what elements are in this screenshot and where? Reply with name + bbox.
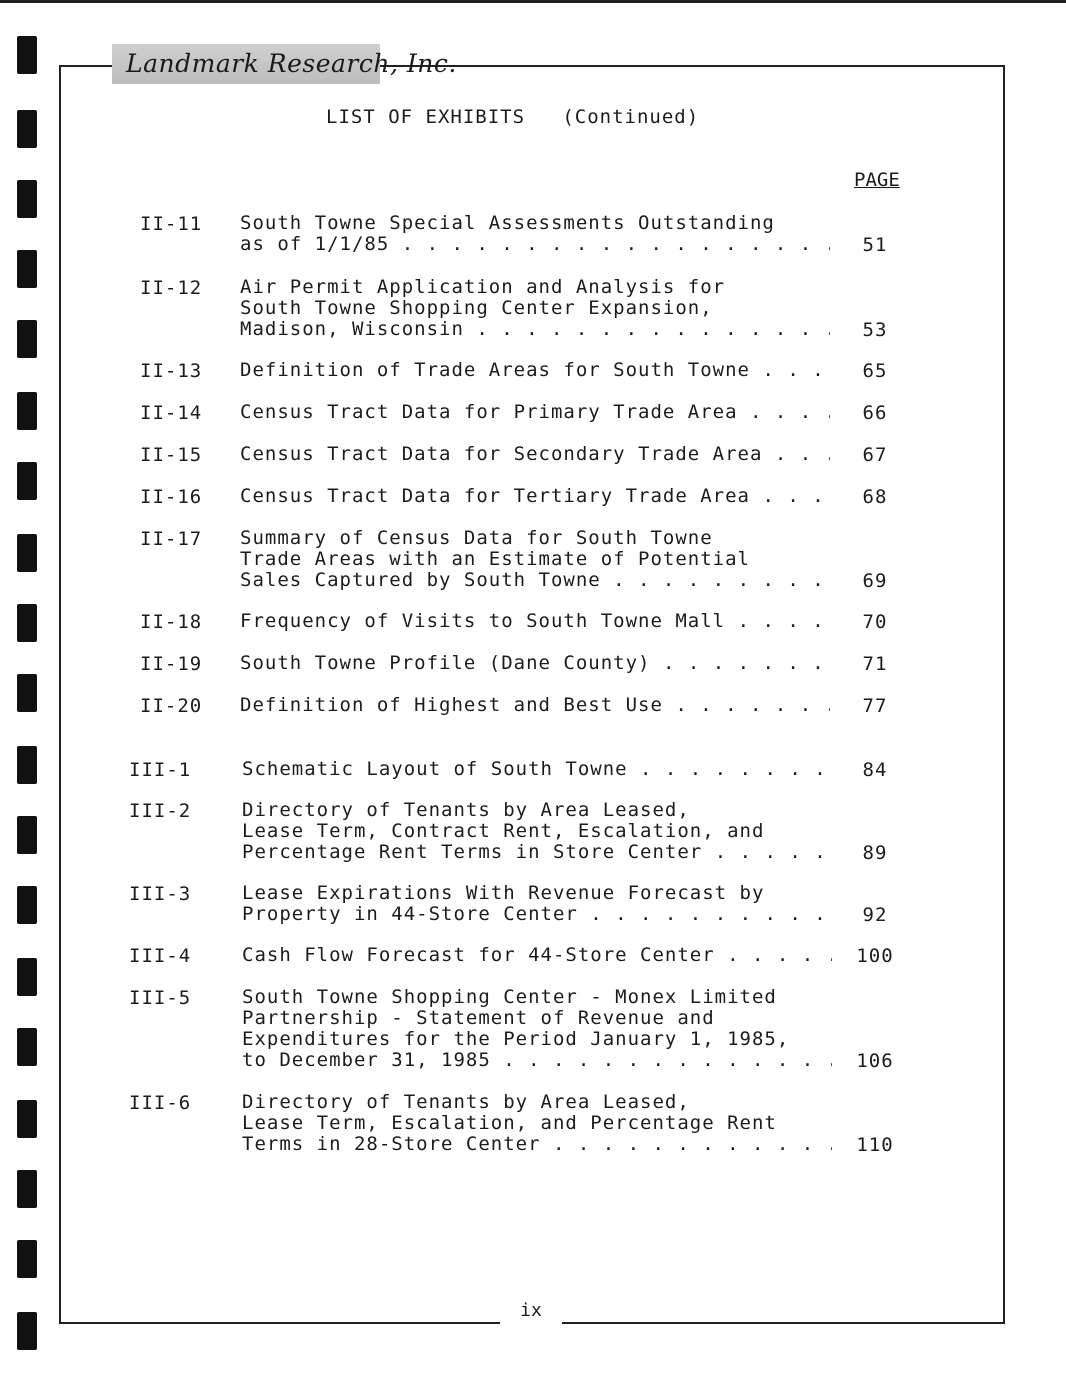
exhibit-title	[242, 987, 832, 1071]
exhibit-title-line: Census Tract Data for Primary Trade Area . . .	[240, 402, 830, 423]
exhibit-title	[240, 653, 830, 674]
binding-hole	[17, 1170, 37, 1208]
letterhead-logo	[112, 44, 457, 84]
binding-hole	[17, 604, 37, 642]
exhibit-title-line: as of 1/1/85 . . .	[240, 234, 830, 255]
exhibit-number: II-16	[140, 486, 203, 508]
binding-hole	[17, 180, 37, 218]
exhibit-title-line: South Towne Profile (Dane County) . . .	[240, 653, 830, 674]
exhibit-title-line: Expenditures for the Period January 1, 1985,	[242, 1029, 790, 1050]
binding-hole	[17, 886, 37, 924]
exhibit-title-line: South Towne Shopping Center - Monex Limited	[242, 987, 777, 1008]
exhibit-title	[242, 883, 832, 925]
binding-hole	[17, 1240, 37, 1278]
exhibit-number: III-5	[129, 987, 192, 1009]
exhibit-number: II-15	[140, 444, 203, 466]
exhibit-title	[240, 444, 830, 465]
exhibit-title-line: Property in 44-Store Center . . .	[242, 904, 832, 925]
exhibit-title-line: Census Tract Data for Secondary Trade Area . . .	[240, 444, 830, 465]
exhibit-title	[242, 1092, 832, 1155]
exhibit-title-line: South Towne Shopping Center Expansion,	[240, 298, 713, 319]
exhibit-title-line: Partnership - Statement of Revenue and	[242, 1008, 715, 1029]
exhibit-title-line: Lease Term, Contract Rent, Escalation, and	[242, 821, 765, 842]
exhibit-number: III-4	[129, 945, 192, 967]
exhibit-title	[242, 945, 832, 966]
exhibit-number: III-2	[129, 800, 192, 822]
exhibit-title-line: Air Permit Application and Analysis for	[240, 277, 726, 298]
exhibit-number: II-19	[140, 653, 203, 675]
page-column-header: PAGE	[854, 169, 900, 191]
binding-hole	[17, 250, 37, 288]
exhibit-number: II-20	[140, 695, 203, 717]
binding-holes	[17, 36, 37, 1356]
exhibit-page-number: 66	[862, 402, 888, 424]
exhibit-title-line: Frequency of Visits to South Towne Mall . . .	[240, 611, 830, 632]
exhibit-number: III-6	[129, 1092, 192, 1114]
exhibit-page-number: 84	[862, 759, 888, 781]
exhibit-title-line: South Towne Special Assessments Outstanding	[240, 213, 775, 234]
exhibit-page-number: 71	[862, 653, 888, 675]
exhibit-page-number: 70	[862, 611, 888, 633]
page-top-edge	[0, 0, 1066, 3]
exhibit-title-line: Cash Flow Forecast for 44-Store Center . . .	[242, 945, 832, 966]
exhibit-title-line: Definition of Trade Areas for South Towne . . .	[240, 360, 830, 381]
exhibit-page-number: 67	[862, 444, 888, 466]
exhibit-page-number: 65	[862, 360, 888, 382]
exhibit-title	[240, 695, 830, 716]
exhibit-title-line: Directory of Tenants by Area Leased,	[242, 1092, 690, 1113]
exhibit-number: II-11	[140, 213, 203, 235]
exhibit-title-line: Lease Term, Escalation, and Percentage Rent	[242, 1113, 777, 1134]
binding-hole	[17, 674, 37, 712]
exhibit-page-number: 51	[862, 234, 888, 256]
exhibit-number: III-3	[129, 883, 192, 905]
exhibit-title	[240, 611, 830, 632]
binding-hole	[17, 1028, 37, 1066]
binding-hole	[17, 958, 37, 996]
exhibit-title-line: Terms in 28-Store Center . . .	[242, 1134, 832, 1155]
exhibit-page-number: 77	[862, 695, 888, 717]
exhibit-title-line: Madison, Wisconsin . . .	[240, 319, 830, 340]
binding-hole	[17, 462, 37, 500]
exhibit-title	[240, 528, 830, 591]
binding-hole	[17, 816, 37, 854]
binding-hole	[17, 1100, 37, 1138]
exhibit-number: II-14	[140, 402, 203, 424]
binding-hole	[17, 1312, 37, 1350]
exhibit-page-number: 100	[856, 945, 894, 967]
company-name: Landmark Research, Inc.	[126, 49, 457, 78]
binding-hole	[17, 110, 37, 148]
exhibit-title-line: Lease Expirations With Revenue Forecast by	[242, 883, 765, 904]
exhibit-title	[242, 759, 832, 780]
page-number: ix	[520, 1300, 542, 1321]
exhibit-title	[240, 486, 830, 507]
exhibit-title-line: Directory of Tenants by Area Leased,	[242, 800, 690, 821]
exhibit-page-number: 89	[862, 842, 888, 864]
exhibit-number: II-12	[140, 277, 203, 299]
exhibit-title-line: to December 31, 1985 . . .	[242, 1050, 832, 1071]
binding-hole	[17, 392, 37, 430]
exhibit-number: II-13	[140, 360, 203, 382]
binding-hole	[17, 320, 37, 358]
exhibit-title-line: Sales Captured by South Towne . . .	[240, 570, 830, 591]
binding-hole	[17, 746, 37, 784]
exhibit-title	[240, 277, 830, 340]
binding-hole	[17, 36, 37, 74]
exhibit-number: II-17	[140, 528, 203, 550]
exhibit-title-line: Trade Areas with an Estimate of Potential	[240, 549, 750, 570]
exhibit-page-number: 110	[856, 1134, 894, 1156]
exhibit-page-number: 92	[862, 904, 888, 926]
page-title: LIST OF EXHIBITS (Continued)	[326, 106, 700, 128]
exhibit-title-line: Percentage Rent Terms in Store Center . . .	[242, 842, 832, 863]
exhibit-title	[240, 213, 830, 255]
exhibit-page-number: 53	[862, 319, 888, 341]
exhibit-page-number: 68	[862, 486, 888, 508]
exhibit-page-number: 69	[862, 570, 888, 592]
exhibit-title-line: Schematic Layout of South Towne . . .	[242, 759, 832, 780]
exhibit-title-line: Summary of Census Data for South Towne	[240, 528, 713, 549]
exhibit-number: III-1	[129, 759, 192, 781]
exhibit-title	[240, 402, 830, 423]
exhibit-title	[240, 360, 830, 381]
exhibit-title-line: Census Tract Data for Tertiary Trade Area . . .	[240, 486, 830, 507]
exhibit-title	[242, 800, 832, 863]
exhibit-page-number: 106	[856, 1050, 894, 1072]
exhibit-number: II-18	[140, 611, 203, 633]
binding-hole	[17, 534, 37, 572]
exhibit-title-line: Definition of Highest and Best Use . . .	[240, 695, 830, 716]
